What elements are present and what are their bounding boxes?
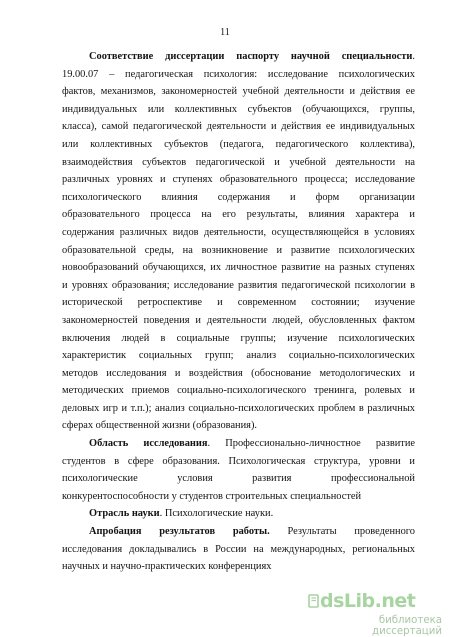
text-segment: или коллективных субъектов (педагога, педагогического коллектива), xyxy=(62,138,415,150)
text-line xyxy=(62,294,415,312)
text-segment: конкурентоспособности у студентов строительных специальностей xyxy=(62,490,362,502)
text-segment: . Профессионально-личностное развитие xyxy=(207,438,415,450)
paragraph xyxy=(62,523,415,576)
text-line xyxy=(62,242,415,260)
text-line xyxy=(62,435,415,453)
text-segment: закономерностей поведения и деятельности людей, обусловленных фактом xyxy=(62,314,415,326)
bold-heading-text: Отрасль науки xyxy=(89,508,160,520)
bold-heading-text: Апробация результатов работы. xyxy=(89,526,270,538)
text-line xyxy=(62,417,415,435)
text-segment: деловых игр и т.п.); анализ социально-психологических проблем в различных xyxy=(62,402,415,414)
text-segment: индивидуальных или коллективных субъектов (обучающихся, группы, xyxy=(62,103,415,115)
text-line xyxy=(62,66,415,84)
text-segment: включения людей в социальные группы; изучение психологических xyxy=(62,332,415,344)
text-segment: 19.00.07 – педагогическая психология: исследование психологических xyxy=(62,68,415,80)
text-segment: . Психологические науки. xyxy=(159,508,274,520)
text-segment: различных уровнях и ступенях образовательного процесса; исследование xyxy=(62,174,415,186)
text-line xyxy=(62,470,415,488)
text-line xyxy=(62,400,415,418)
text-line xyxy=(62,523,415,541)
text-line xyxy=(62,224,415,242)
bold-heading-text: Соответствие диссертации паспорту научной специальности xyxy=(89,51,413,62)
text-line xyxy=(62,488,415,506)
paragraph xyxy=(62,435,415,505)
text-segment: студентов в сфере образования. Психологическая структура, уровни и xyxy=(62,455,415,467)
text-line xyxy=(62,312,415,330)
text-segment: сферах общественной жизни (образования). xyxy=(62,420,258,432)
text-segment: психологического влияния содержания и форм организации xyxy=(62,191,415,203)
book-icon xyxy=(308,594,320,608)
text-segment: . xyxy=(412,51,415,62)
text-line xyxy=(62,171,415,189)
text-segment: взаимодействия субъектов педагогической и учебной деятельности на xyxy=(62,156,415,168)
text-line xyxy=(62,558,415,576)
text-line xyxy=(62,118,415,136)
text-line xyxy=(62,259,415,277)
text-segment: образовательной среды, на возникновение и развитие психологических xyxy=(62,244,415,256)
text-segment: исторической ретроспективе и современном состоянии; изучение xyxy=(62,297,415,309)
page-number: 11 xyxy=(220,27,230,38)
text-segment: психологические условия развития профессиональной xyxy=(62,473,415,485)
text-segment: Результаты проведенного xyxy=(269,526,415,538)
text-line xyxy=(62,347,415,365)
text-segment: образовательного процесса на его результаты, влияния характера и xyxy=(62,209,415,221)
watermark-caption: библиотека диссертаций xyxy=(372,615,442,637)
text-line xyxy=(62,189,415,207)
text-segment: методов исследования и воздействия (обоснование методологических и xyxy=(62,367,415,379)
bold-heading-text: Область исследования xyxy=(89,438,208,450)
text-segment: фактов, механизмов, закономерностей учебной деятельности и действия ее xyxy=(62,86,415,98)
text-line xyxy=(62,136,415,154)
text-line xyxy=(62,206,415,224)
text-line xyxy=(62,505,415,523)
document-body xyxy=(62,48,415,576)
watermark-logo-row xyxy=(306,589,442,613)
text-segment: научных и научно-практических конференциях xyxy=(62,561,272,573)
text-line xyxy=(62,365,415,383)
text-line xyxy=(62,101,415,119)
watermark-logo: dsLib.net xyxy=(320,590,416,612)
paragraph xyxy=(62,48,415,435)
text-line xyxy=(62,541,415,559)
text-line xyxy=(62,48,415,66)
text-line xyxy=(62,330,415,348)
text-segment: класса), самой педагогической деятельности и действия ее индивидуальных xyxy=(62,121,415,133)
text-line xyxy=(62,453,415,471)
text-segment: новообразований обучающихся, их личностное развитие на разных ступенях xyxy=(62,262,415,274)
watermark xyxy=(306,589,442,637)
text-segment: исследования докладывались в России на международных, региональных xyxy=(62,543,415,555)
text-line xyxy=(62,382,415,400)
text-line xyxy=(62,154,415,172)
paragraph xyxy=(62,505,415,523)
text-segment: методических приемов социально-психологического тренинга, ролевых и xyxy=(62,385,415,397)
text-segment: содержания различных видов деятельности, осуществляющейся в условиях xyxy=(62,226,415,238)
text-line xyxy=(62,83,415,101)
text-segment: характеристик социальных групп; анализ социально-психологических xyxy=(62,350,415,362)
text-segment: и уровнях образования; исследование развития педагогической психологии в xyxy=(62,279,415,291)
text-line xyxy=(62,277,415,295)
